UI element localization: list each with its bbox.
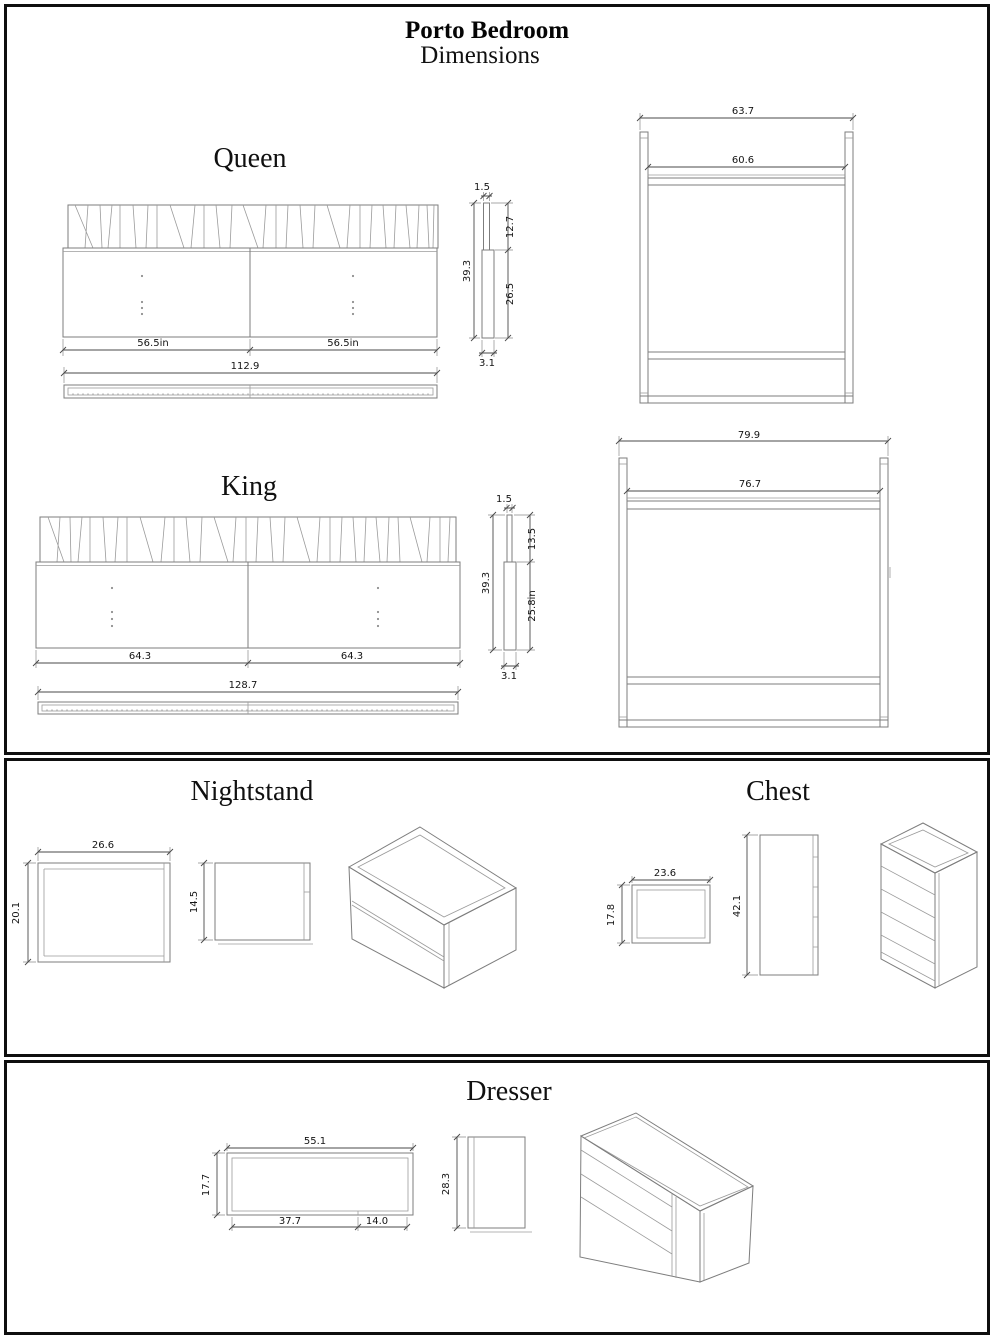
- king-headboard-height: 13.5: [527, 527, 538, 551]
- page-subtitle: Dimensions: [420, 42, 540, 69]
- queen-top-depth: 1.5: [474, 182, 490, 193]
- queen-outer-width: 63.7: [731, 106, 755, 117]
- chest-3d-view: [881, 823, 977, 988]
- king-panel-height: 25.8in: [527, 590, 538, 622]
- chest-front-view: [732, 832, 818, 978]
- queen-headboard-height: 12.7: [505, 215, 516, 239]
- king-side-view: [481, 494, 538, 682]
- queen-side-view: [462, 182, 516, 369]
- dresser-front-view: [201, 1136, 416, 1231]
- chest-height: 42.1: [732, 894, 743, 918]
- nightstand-label: Nightstand: [190, 776, 314, 807]
- dresser-depth-height: 28.3: [441, 1172, 452, 1196]
- king-top-view: [616, 430, 891, 727]
- dresser-3d-view: [580, 1113, 753, 1282]
- chest-top-view: [606, 868, 713, 946]
- king-front-view: [33, 517, 463, 714]
- dresser-drawers-width: 37.7: [278, 1216, 302, 1227]
- queen-base-depth: 3.1: [479, 358, 495, 369]
- queen-total-height: 39.3: [462, 259, 473, 283]
- queen-total-width: 112.9: [230, 361, 260, 372]
- dresser-side-view: [441, 1134, 532, 1232]
- nightstand-front-view: [11, 840, 173, 965]
- nightstand-depth: 14.5: [189, 890, 200, 914]
- king-label: King: [221, 471, 277, 502]
- chest-width: 23.6: [653, 868, 677, 879]
- queen-half-width-right: 56.5in: [327, 338, 359, 349]
- king-outer-width: 79.9: [737, 430, 761, 441]
- queen-front-view: [60, 205, 440, 398]
- king-inner-width: 76.7: [738, 479, 762, 490]
- king-total-width: 128.7: [228, 680, 258, 691]
- chest-depth: 17.8: [606, 903, 617, 927]
- queen-panel-height: 26.5: [505, 282, 516, 306]
- nightstand-height: 20.1: [11, 901, 22, 925]
- king-half-width-left: 64.3: [128, 651, 152, 662]
- dresser-height: 17.7: [201, 1173, 212, 1197]
- king-half-width-right: 64.3: [340, 651, 364, 662]
- queen-rail: [64, 385, 437, 398]
- chest-label: Chest: [746, 776, 810, 807]
- dresser-label: Dresser: [466, 1076, 552, 1107]
- page-title: Porto Bedroom: [404, 17, 570, 44]
- queen-half-width-left: 56.5in: [137, 338, 169, 349]
- king-base-depth: 3.1: [501, 671, 517, 682]
- nightstand-width: 26.6: [91, 840, 115, 851]
- nightstand-3d-view: [349, 827, 516, 988]
- dresser-width: 55.1: [303, 1136, 327, 1147]
- queen-label: Queen: [213, 143, 287, 174]
- nightstand-chest-section-frame: [6, 760, 989, 1056]
- nightstand-side-view: [189, 860, 313, 944]
- king-total-height: 39.3: [481, 571, 492, 595]
- king-top-depth: 1.5: [496, 494, 512, 505]
- king-rail: [38, 702, 458, 714]
- queen-top-view: [637, 106, 856, 403]
- dresser-door-width: 14.0: [365, 1216, 389, 1227]
- queen-inner-width: 60.6: [731, 155, 755, 166]
